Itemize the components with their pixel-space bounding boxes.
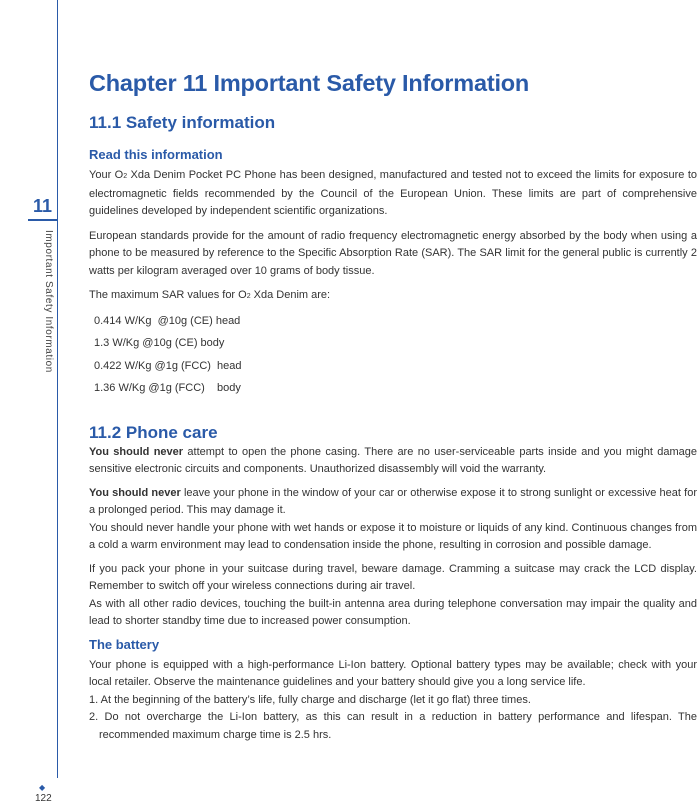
safety-paragraph-2: European standards provide for the amount of radio frequency electromagnetic energy absorbed by the body when using a phone to be measured by reference to the Specific Absorption Rate (SAR). The SAR limit for the general public is currently 2 watts per kilogram averaged over 10 grams of body tissue. (89, 229, 697, 277)
page-content (89, 66, 697, 744)
care-paragraph-4: If you pack your phone in your suitcase during travel, beware damage. Cramming a suitcase may crack the LCD display. Remember to switch off your wireless connections during air travel. (89, 562, 697, 592)
page-number: 122 (35, 793, 52, 804)
margin-rule (57, 0, 58, 778)
section-title-safety: 11.1 Safety information (89, 113, 276, 132)
section-title-phone-care: 11.2 Phone care (89, 422, 218, 442)
battery-heading: The battery (89, 636, 160, 652)
sar-value: 0.414 W/Kg @10g (CE) head (94, 314, 241, 327)
battery-paragraph: Your phone is equipped with a high-performance Li-Ion battery. Optional battery types may be available; check with your local retailer. Observe the maintenance guidelines and your battery should give you a long service life. (89, 658, 697, 688)
care-paragraph-5: As with all other radio devices, touching the built-in antenna area during telephone conversation may impair the quality and lead to shorter standby time due to increased power consumption. (89, 597, 697, 627)
sar-intro: The maximum SAR values for O2 Xda Denim are: (89, 289, 331, 301)
chapter-title: Chapter 11 Important Safety Information (89, 70, 530, 96)
sar-value: 1.3 W/Kg @10g (CE) body (94, 337, 225, 349)
battery-steps (89, 692, 697, 745)
chapter-side-label: Important Safety Information (43, 230, 54, 373)
read-info-heading: Read this information (89, 147, 223, 162)
chapter-tab-underline (28, 219, 57, 221)
sar-value: 0.422 W/Kg @1g (FCC) head (94, 359, 242, 372)
care-paragraph-3: You should never handle your phone with wet hands or expose it to moisture or liquids of any kind. Continuous changes from a cold a warm environment may lead to condensation inside the phone, resulting in corrosion and possible damage. (89, 521, 697, 551)
safety-paragraph-1: Your O2 Xda Denim Pocket PC Phone has been designed, manufactured and tested not to exceed the limits for exposure to electromagnetic fields recommended by the Council of the European Union. These limits are part of comprehensive guidelines developed by independent scientific organizations. (89, 169, 697, 217)
battery-step: 1. At the beginning of the battery’s life, fully charge and discharge (let it go flat) three times. (89, 693, 531, 706)
diamond-icon: ◆ (39, 783, 46, 792)
care-paragraph-1: You should never attempt to open the phone casing. There are no user-serviceable parts inside and you might damage sensitive electronic circuits and components. Unauthorized disassembly will void the warranty. (89, 445, 697, 475)
care-paragraph-2: You should never leave your phone in the window of your car or otherwise expose it to strong sunlight or excessive heat for a prolonged period. This may damage it. (89, 486, 697, 516)
sar-value: 1.36 W/Kg @1g (FCC) body (94, 382, 241, 394)
battery-step: 2. Do not overcharge the Li-Ion battery, as this can result in a reduction in battery performance and lifespan. The recommended maximum charge time is 2.5 hrs. (89, 711, 697, 741)
chapter-number-tab: 11 (33, 196, 53, 216)
